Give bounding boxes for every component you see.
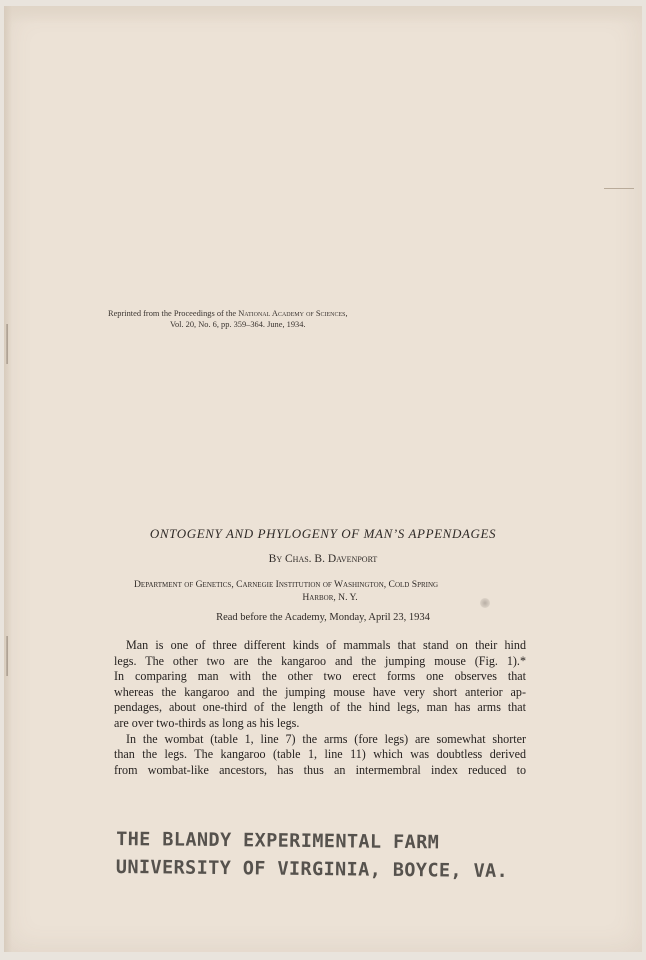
text-line: In comparing man with the other two erect forms one observes that	[114, 669, 526, 684]
paragraph-2	[114, 732, 526, 779]
text-line: than the legs. The kangaroo (table 1, line 11) which was doubtless derived	[114, 747, 526, 762]
department-line1: Department of Genetics, Carnegie Institution of Washington, Cold Spring	[134, 579, 439, 590]
text-line: are over two-thirds as long as his legs.	[114, 715, 300, 730]
text-line: legs. The other two are the kangaroo and the jumping mouse (Fig. 1).*	[114, 653, 526, 668]
text-line: Man is one of three different kinds of mammals that stand on their hind	[126, 638, 526, 652]
read-note: Read before the Academy, Monday, April 23, 1934	[216, 612, 430, 623]
library-stamp	[116, 826, 509, 886]
paper-crease	[604, 188, 634, 189]
department-affiliation	[134, 578, 526, 604]
byline	[0, 553, 646, 565]
text-line: whereas the kangaroo and the jumping mouse have very short anterior ap-	[114, 684, 526, 699]
paragraph-1	[114, 638, 526, 732]
paper-sheet	[4, 6, 642, 952]
staple-mark	[6, 324, 8, 364]
text-line: pendages, about one-third of the length of the hind legs, man has arms that	[114, 700, 526, 715]
staple-mark	[6, 636, 8, 676]
byline-prefix: By	[268, 553, 283, 565]
paper-blemish	[480, 598, 490, 608]
reprint-line1-prefix: Reprinted from the Proceedings of the	[108, 309, 237, 318]
text-line: from wombat-like ancestors, has thus an intermembral index reduced to	[114, 762, 526, 777]
reprint-line2: Vol. 20, No. 6, pp. 359–364. June, 1934.	[170, 320, 306, 329]
department-line2: Harbor, N. Y.	[302, 592, 358, 603]
reprint-journal-name: National Academy of Sciences,	[238, 309, 348, 318]
author-name: Chas. B. Davenport	[285, 553, 378, 565]
article-body	[114, 638, 526, 778]
reprint-note	[108, 308, 428, 330]
stamp-line2: UNIVERSITY OF VIRGINIA, BOYCE, VA.	[115, 856, 509, 883]
stamp-line1: THE BLANDY EXPERIMENTAL FARM	[116, 828, 440, 854]
article-title: ONTOGENY AND PHYLOGENY OF MAN’S APPENDAGES	[149, 526, 497, 541]
text-line: In the wombat (table 1, line 7) the arms (fore legs) are somewhat shorter	[126, 731, 526, 746]
